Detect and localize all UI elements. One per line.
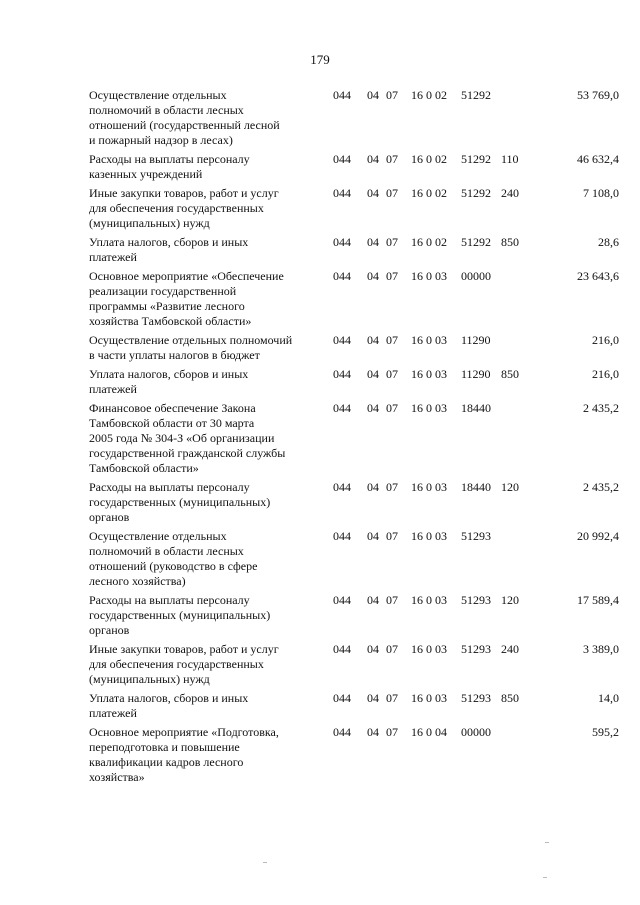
direction-code: 18440 — [461, 480, 491, 494]
section-code: 04 — [367, 593, 379, 607]
admin-code: 044 — [333, 152, 351, 166]
row-name: Уплата налогов, сборов и иных платежей — [89, 691, 249, 720]
section-code: 04 — [367, 725, 379, 739]
admin-code: 044 — [333, 186, 351, 200]
expense-type-code: 120 — [501, 593, 519, 607]
row-name: Уплата налогов, сборов и иных платежей — [89, 235, 249, 264]
subsection-code: 07 — [386, 88, 398, 102]
admin-code: 044 — [333, 269, 351, 283]
table-row — [89, 480, 619, 525]
expense-type-code: 850 — [501, 367, 519, 381]
table-row — [89, 529, 619, 589]
scan-speck — [263, 862, 267, 863]
amount: 20 992,4 — [577, 529, 619, 543]
program-code: 16 0 03 — [411, 529, 447, 543]
table-row — [89, 367, 619, 397]
row-name: Расходы на выплаты персоналу государственных (муниципальных) органов — [89, 480, 271, 524]
section-code: 04 — [367, 367, 379, 381]
direction-code: 18440 — [461, 401, 491, 415]
subsection-code: 07 — [386, 152, 398, 166]
amount: 53 769,0 — [577, 88, 619, 102]
expense-type-code: 240 — [501, 186, 519, 200]
table-row — [89, 152, 619, 182]
budget-table — [89, 88, 619, 789]
table-row — [89, 88, 619, 148]
amount: 23 643,6 — [577, 269, 619, 283]
row-name: Осуществление отдельных полномочий в области лесных отношений (государственный лесной и пожарный надзор в лесах) — [89, 88, 280, 147]
table-row — [89, 593, 619, 638]
section-code: 04 — [367, 691, 379, 705]
amount: 216,0 — [592, 367, 619, 381]
direction-code: 51292 — [461, 88, 491, 102]
amount: 28,6 — [598, 235, 619, 249]
program-code: 16 0 04 — [411, 725, 447, 739]
row-name: Иные закупки товаров, работ и услуг для обеспечения государственных (муниципальных) нужд — [89, 186, 279, 230]
admin-code: 044 — [333, 529, 351, 543]
amount: 46 632,4 — [577, 152, 619, 166]
section-code: 04 — [367, 529, 379, 543]
program-code: 16 0 03 — [411, 691, 447, 705]
subsection-code: 07 — [386, 401, 398, 415]
amount: 14,0 — [598, 691, 619, 705]
page-number: 179 — [310, 52, 330, 67]
table-row — [89, 333, 619, 363]
row-name: Осуществление отдельных полномочий в области лесных отношений (руководство в сфере лесного хозяйства) — [89, 529, 258, 588]
row-name: Основное мероприятие «Подготовка, переподготовка и повышение квалификации кадров лесного хозяйства» — [89, 725, 279, 784]
expense-type-code: 110 — [501, 152, 519, 166]
subsection-code: 07 — [386, 529, 398, 543]
section-code: 04 — [367, 480, 379, 494]
expense-type-code: 850 — [501, 235, 519, 249]
table-row — [89, 269, 619, 329]
program-code: 16 0 02 — [411, 186, 447, 200]
program-code: 16 0 03 — [411, 480, 447, 494]
program-code: 16 0 02 — [411, 88, 447, 102]
row-name: Иные закупки товаров, работ и услуг для обеспечения государственных (муниципальных) нужд — [89, 642, 279, 686]
expense-type-code: 850 — [501, 691, 519, 705]
amount: 2 435,2 — [583, 401, 619, 415]
admin-code: 044 — [333, 642, 351, 656]
expense-type-code: 120 — [501, 480, 519, 494]
section-code: 04 — [367, 235, 379, 249]
direction-code: 11290 — [461, 367, 491, 381]
admin-code: 044 — [333, 333, 351, 347]
admin-code: 044 — [333, 691, 351, 705]
program-code: 16 0 03 — [411, 593, 447, 607]
program-code: 16 0 03 — [411, 401, 447, 415]
section-code: 04 — [367, 642, 379, 656]
direction-code: 51292 — [461, 186, 491, 200]
subsection-code: 07 — [386, 367, 398, 381]
admin-code: 044 — [333, 725, 351, 739]
subsection-code: 07 — [386, 480, 398, 494]
table-row — [89, 235, 619, 265]
program-code: 16 0 02 — [411, 152, 447, 166]
direction-code: 11290 — [461, 333, 491, 347]
amount: 595,2 — [592, 725, 619, 739]
section-code: 04 — [367, 186, 379, 200]
subsection-code: 07 — [386, 235, 398, 249]
subsection-code: 07 — [386, 725, 398, 739]
table-row — [89, 186, 619, 231]
subsection-code: 07 — [386, 333, 398, 347]
program-code: 16 0 03 — [411, 269, 447, 283]
row-name: Расходы на выплаты персоналу казенных учреждений — [89, 152, 250, 181]
admin-code: 044 — [333, 593, 351, 607]
section-code: 04 — [367, 401, 379, 415]
direction-code: 51293 — [461, 642, 491, 656]
direction-code: 00000 — [461, 725, 491, 739]
admin-code: 044 — [333, 367, 351, 381]
amount: 3 389,0 — [583, 642, 619, 656]
subsection-code: 07 — [386, 186, 398, 200]
subsection-code: 07 — [386, 269, 398, 283]
table-row — [89, 642, 619, 687]
direction-code: 00000 — [461, 269, 491, 283]
program-code: 16 0 03 — [411, 367, 447, 381]
amount: 17 589,4 — [577, 593, 619, 607]
expense-type-code: 240 — [501, 642, 519, 656]
subsection-code: 07 — [386, 593, 398, 607]
program-code: 16 0 02 — [411, 235, 447, 249]
program-code: 16 0 03 — [411, 333, 447, 347]
subsection-code: 07 — [386, 691, 398, 705]
amount: 216,0 — [592, 333, 619, 347]
admin-code: 044 — [333, 401, 351, 415]
section-code: 04 — [367, 269, 379, 283]
table-row — [89, 691, 619, 721]
row-name: Основное мероприятие «Обеспечение реализации государственной программы «Развитие лесного хозяйства Тамбовской области» — [89, 269, 284, 328]
row-name: Финансовое обеспечение Закона Тамбовской области от 30 марта 2005 года № 304-З «Об организации государственной гражданской службы Тамбовской области» — [89, 401, 286, 475]
admin-code: 044 — [333, 235, 351, 249]
admin-code: 044 — [333, 88, 351, 102]
direction-code: 51293 — [461, 529, 491, 543]
subsection-code: 07 — [386, 642, 398, 656]
table-row — [89, 401, 619, 476]
scan-speck — [545, 842, 549, 843]
row-name: Расходы на выплаты персоналу государственных (муниципальных) органов — [89, 593, 271, 637]
section-code: 04 — [367, 152, 379, 166]
amount: 7 108,0 — [583, 186, 619, 200]
section-code: 04 — [367, 333, 379, 347]
amount: 2 435,2 — [583, 480, 619, 494]
direction-code: 51293 — [461, 691, 491, 705]
scan-speck — [543, 877, 547, 878]
row-name: Уплата налогов, сборов и иных платежей — [89, 367, 249, 396]
program-code: 16 0 03 — [411, 642, 447, 656]
section-code: 04 — [367, 88, 379, 102]
admin-code: 044 — [333, 480, 351, 494]
direction-code: 51292 — [461, 152, 491, 166]
table-row — [89, 725, 619, 785]
row-name: Осуществление отдельных полномочий в части уплаты налогов в бюджет — [89, 333, 293, 362]
direction-code: 51293 — [461, 593, 491, 607]
direction-code: 51292 — [461, 235, 491, 249]
